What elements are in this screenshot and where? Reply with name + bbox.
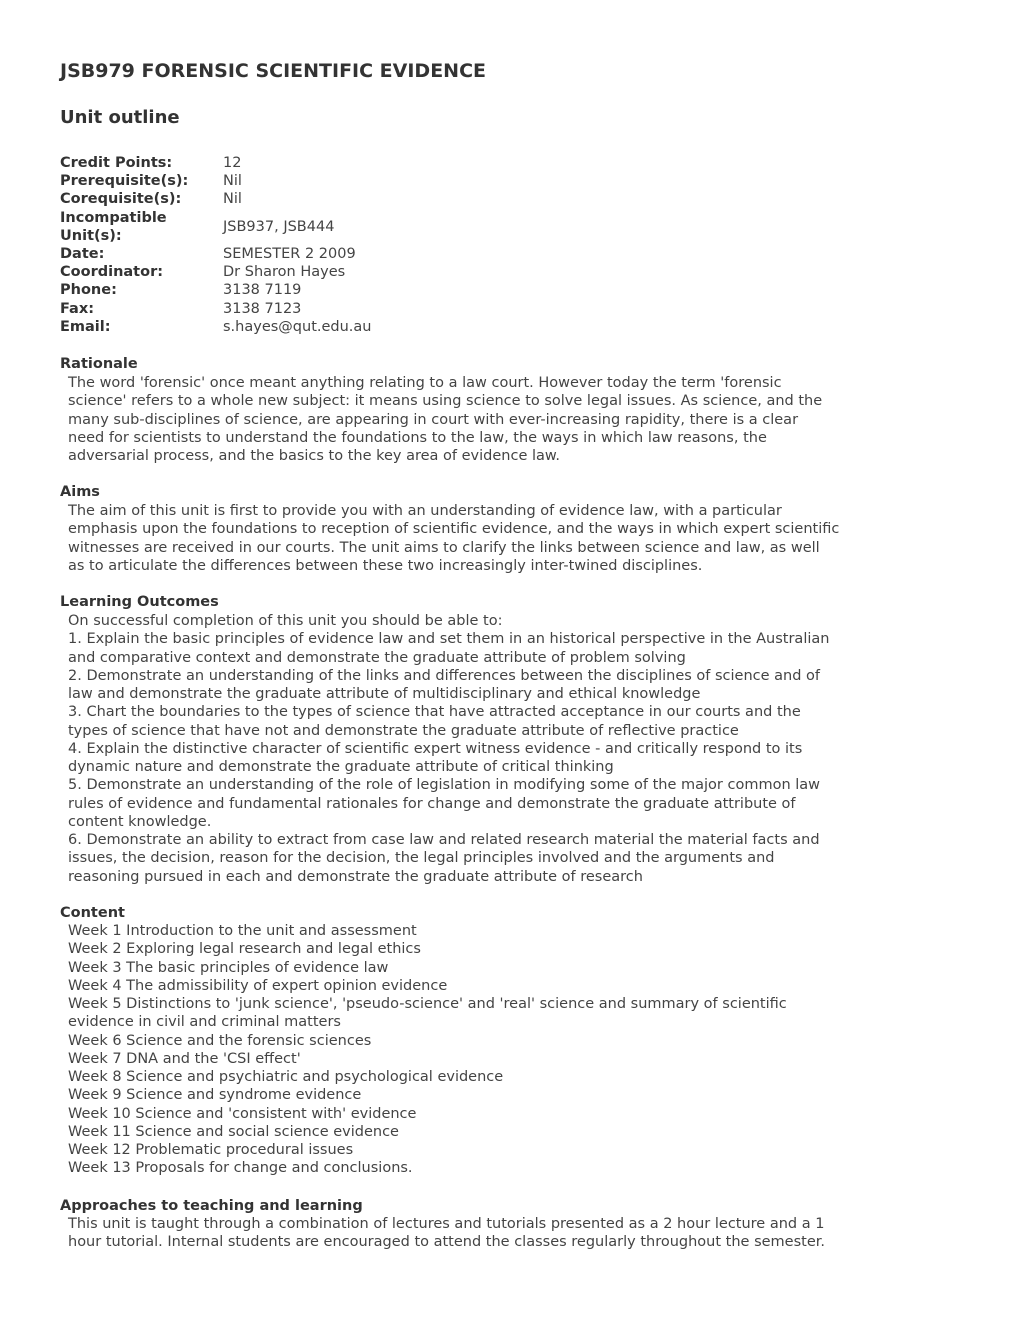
text-line: law and demonstrate the graduate attribute of multidisciplinary and ethical knowledge xyxy=(68,686,701,702)
meta-value: Nil xyxy=(223,191,242,208)
text-line: witnesses are received in our courts. The unit aims to clarify the links between science and law, as well xyxy=(68,539,820,556)
meta-value: SEMESTER 2 2009 xyxy=(223,246,356,263)
approaches-heading: Approaches to teaching and learning xyxy=(60,1198,363,1214)
text-line: 5. Demonstrate an understanding of the role of legislation in modifying some of the major common law xyxy=(68,777,821,794)
text-line: many sub-disciplines of science, are appearing in court with ever-increasing rapidity, there is a clear xyxy=(68,411,799,428)
meta-label: Phone: xyxy=(60,282,117,299)
text-line: On successful completion of this unit you should be able to: xyxy=(68,613,503,629)
week-line: Week 2 Exploring legal research and legal ethics xyxy=(68,941,421,958)
text-line: 1. Explain the basic principles of evidence law and set them in an historical perspective in the Australian xyxy=(68,631,830,648)
text-line: dynamic nature and demonstrate the graduate attribute of critical thinking xyxy=(68,759,614,775)
rationale-body xyxy=(68,374,880,465)
text-line: science' refers to a whole new subject: it means using science to solve legal issues. As science, and the xyxy=(68,393,823,410)
rationale-heading: Rationale xyxy=(60,356,138,372)
meta-label: Date: xyxy=(60,246,105,263)
meta-label: Coordinator: xyxy=(60,264,164,281)
text-line: reasoning pursued in each and demonstrate the graduate attribute of research xyxy=(68,868,643,885)
week-line: evidence in civil and criminal matters xyxy=(68,1014,341,1031)
meta-row-date xyxy=(60,245,460,263)
week-line: Week 13 Proposals for change and conclusions. xyxy=(68,1160,413,1177)
document-title: JSB979 FORENSIC SCIENTIFIC EVIDENCE xyxy=(60,60,487,82)
meta-row-credit-points xyxy=(60,154,460,172)
content-body xyxy=(68,922,880,1178)
unit-outline-heading: Unit outline xyxy=(60,107,180,128)
week-line: Week 6 Science and the forensic sciences xyxy=(68,1032,372,1049)
text-line: This unit is taught through a combination of lectures and tutorials presented as a 2 hour lecture and a 1 xyxy=(68,1216,825,1232)
learning-outcomes-heading: Learning Outcomes xyxy=(60,594,219,610)
week-line: Week 4 The admissibility of expert opinion evidence xyxy=(68,977,448,994)
text-line: hour tutorial. Internal students are encouraged to attend the classes regularly throughout the semester. xyxy=(68,1234,825,1251)
week-line: Week 8 Science and psychiatric and psychological evidence xyxy=(68,1069,504,1085)
week-line: Week 7 DNA and the 'CSI effect' xyxy=(68,1050,301,1067)
aims-heading: Aims xyxy=(60,484,100,500)
text-line: adversarial process, and the basics to the key area of evidence law. xyxy=(68,448,561,464)
week-line: Week 9 Science and syndrome evidence xyxy=(68,1087,362,1104)
text-line: emphasis upon the foundations to reception of scientific evidence, and the ways in which expert scientific xyxy=(68,521,840,538)
meta-label: Incompatible Unit(s): xyxy=(60,209,167,244)
week-line: Week 12 Problematic procedural issues xyxy=(68,1142,354,1158)
text-line: rules of evidence and fundamental rationales for change and demonstrate the graduate attribute of xyxy=(68,795,796,812)
meta-row-fax xyxy=(60,300,460,318)
week-line: Week 3 The basic principles of evidence law xyxy=(68,959,389,976)
unit-details-table xyxy=(60,154,460,336)
meta-label: Fax: xyxy=(60,300,94,317)
text-line: as to articulate the differences between these two increasingly inter-twined disciplines. xyxy=(68,557,703,574)
week-line: Week 11 Science and social science evidence xyxy=(68,1123,399,1140)
text-line: The aim of this unit is first to provide you with an understanding of evidence law, with a particular xyxy=(68,503,782,519)
meta-row-corequisites xyxy=(60,190,460,208)
meta-value: Nil xyxy=(223,173,242,190)
meta-value: 12 xyxy=(223,155,242,171)
text-line: need for scientists to understand the foundations to the law, the ways in which law reasons, the xyxy=(68,429,767,446)
meta-row-prerequisites xyxy=(60,172,460,190)
text-line: 4. Explain the distinctive character of scientific expert witness evidence - and critically respond to its xyxy=(68,740,803,757)
text-line: types of science that have not and demonstrate the graduate attribute of reflective practice xyxy=(68,722,739,739)
text-line: and comparative context and demonstrate the graduate attribute of problem solving xyxy=(68,649,686,666)
meta-row-coordinator xyxy=(60,263,460,281)
meta-row-email xyxy=(60,318,460,336)
text-line: content knowledge. xyxy=(68,813,212,830)
meta-row-phone xyxy=(60,281,460,299)
meta-label: Corequisite(s): xyxy=(60,191,182,208)
approaches-body xyxy=(68,1215,880,1252)
text-line: The word 'forensic' once meant anything relating to a law court. However today the term 'forensic xyxy=(68,375,782,391)
meta-value: JSB937, JSB444 xyxy=(223,218,335,235)
week-line: Week 1 Introduction to the unit and assessment xyxy=(68,923,417,939)
content-heading: Content xyxy=(60,905,125,921)
aims-body xyxy=(68,502,880,575)
meta-label: Email: xyxy=(60,318,111,335)
week-line: Week 5 Distinctions to 'junk science', 'pseudo-science' and 'real' science and summary of scientific xyxy=(68,996,787,1012)
meta-label: Credit Points: xyxy=(60,155,173,171)
week-line: Week 10 Science and 'consistent with' evidence xyxy=(68,1105,417,1122)
learning-outcomes-body xyxy=(68,612,880,886)
meta-value: Dr Sharon Hayes xyxy=(223,264,346,281)
meta-value: 3138 7119 xyxy=(223,282,302,299)
text-line: 3. Chart the boundaries to the types of science that have attracted acceptance in our courts and the xyxy=(68,704,801,721)
text-line: 2. Demonstrate an understanding of the links and differences between the disciplines of science and of xyxy=(68,667,821,684)
meta-label: Prerequisite(s): xyxy=(60,173,189,190)
text-line: issues, the decision, reason for the decision, the legal principles involved and the arguments and xyxy=(68,850,775,867)
meta-row-incompatible-units xyxy=(60,209,460,245)
email-value: s.hayes@qut.edu.au xyxy=(223,318,372,335)
meta-value: 3138 7123 xyxy=(223,300,302,317)
text-line: 6. Demonstrate an ability to extract from case law and related research material the material facts and xyxy=(68,832,820,848)
